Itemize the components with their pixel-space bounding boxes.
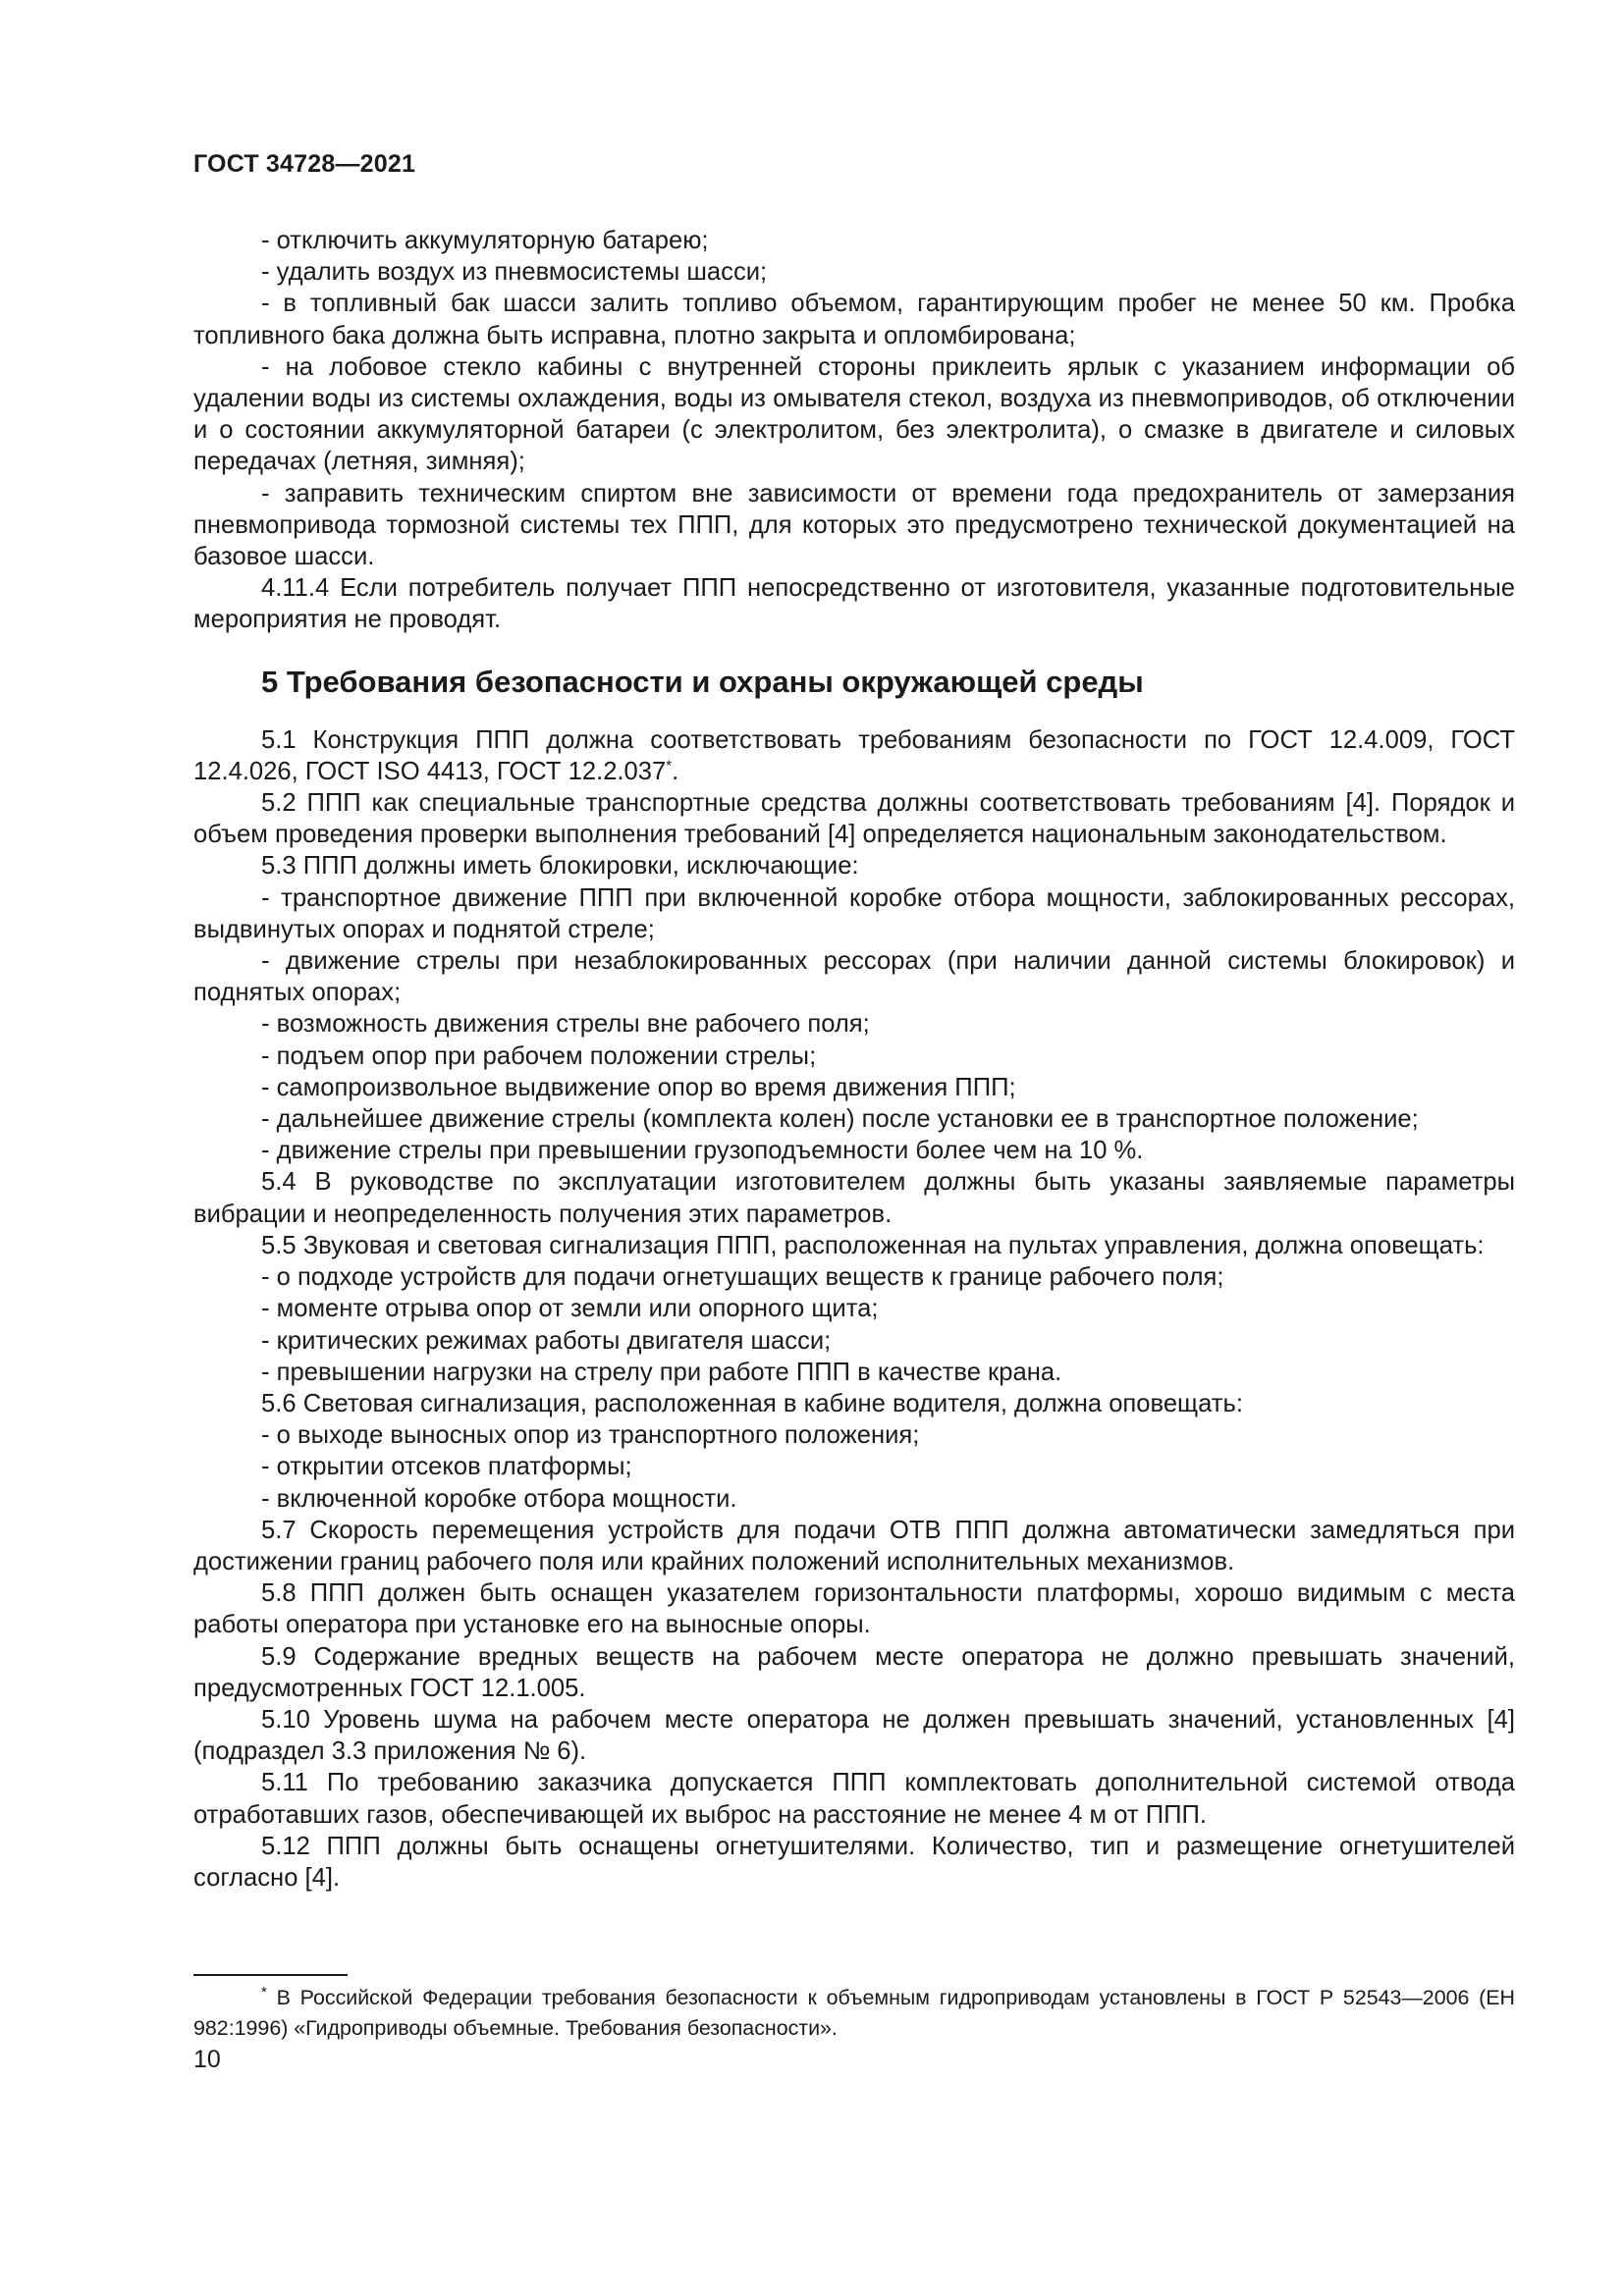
- paragraph-4-11-4: 4.11.4 Если потребитель получает ППП непосредственно от изготовителя, указанные подготовительные мероприятия не проводят.: [193, 574, 1515, 634]
- paragraph-5-4: 5.4 В руководстве по эксплуатации изготовителем должны быть указаны заявляемые параметры вибрации и неопределенность получения этих параметров.: [193, 1168, 1515, 1228]
- paragraph-5-1: [193, 724, 1515, 787]
- list-item: - движение стрелы при превышении грузоподъемности более чем на 10 %.: [261, 1137, 1144, 1165]
- paragraph-5-5: 5.5 Звуковая и световая сигнализация ППП, расположенная на пультах управления, должна оповещать:: [261, 1231, 1485, 1259]
- list-item: - о подходе устройств для подачи огнетушащих веществ к границе рабочего поля;: [261, 1263, 1224, 1292]
- list-item: - заправить техническим спиртом вне зависимости от времени года предохранитель от замерзания пневмопривода тормозной системы тех ППП, для которых это предусмотрено технической документацией на базовое шасси.: [193, 479, 1515, 571]
- list-item: - движение стрелы при незаблокированных рессорах (при наличии данной системы блокировок) и поднятых опорах;: [193, 947, 1515, 1007]
- paragraph-5-9: 5.9 Содержание вредных веществ на рабочем месте оператора не должно превышать значений, предусмотренных ГОСТ 12.1.005.: [193, 1642, 1515, 1702]
- document-header: ГОСТ 34728—2021: [193, 150, 416, 178]
- list-item: - дальнейшее движение стрелы (комплекта колен) после установки ее в транспортное положение;: [261, 1105, 1419, 1134]
- list-item: - на лобовое стекло кабины с внутренней стороны приклеить ярлык с указанием информации об удалении воды из системы охлаждения, воды из омывателя стекол, воздуха из пневмоприводов, об отключении и о состоянии аккумуляторной батареи (с электролитом, без электролита), о смазке в двигателе и силовых передачах (летняя, зимняя);: [193, 352, 1515, 476]
- footnote-reference[interactable]: *: [666, 757, 673, 774]
- list-item: - открытии отсеков платформы;: [261, 1453, 632, 1481]
- list-item: - включенной коробке отбора мощности.: [261, 1484, 737, 1513]
- page-number: 10: [193, 2046, 221, 2073]
- footnote-text: В Российской Федерации требования безопасности к объемным гидроприводам установлены в ГОСТ Р 52543—2006 (ЕН 982:1996) «Гидроприводы объемные. Требования безопасности».: [193, 1986, 1515, 2040]
- paragraph-5-11: 5.11 По требованию заказчика допускается ППП комплектовать дополнительной системой отвода отработавших газов, обеспечивающей их выброс на расстояние не менее 4 м от ППП.: [193, 1769, 1515, 1829]
- paragraph-5-12: 5.12 ППП должны быть оснащены огнетушителями. Количество, тип и размещение огнетушителей согласно [4].: [193, 1832, 1515, 1892]
- list-item: - возможность движения стрелы вне рабочего поля;: [261, 1010, 870, 1039]
- list-item: - подъем опор при рабочем положении стрелы;: [261, 1041, 817, 1070]
- paragraph-5-10: 5.10 Уровень шума на рабочем месте оператора не должен превышать значений, установленных [4] (подраздел 3.3 приложения № 6).: [193, 1705, 1515, 1766]
- paragraph-5-7: 5.7 Скорость перемещения устройств для подачи ОТВ ППП должна автоматически замедляться при достижении границ рабочего поля или крайних положений исполнительных механизмов.: [193, 1516, 1515, 1575]
- list-item: - превышении нагрузки на стрелу при работе ППП в качестве крана.: [261, 1358, 1062, 1386]
- section-title: 5 Требования безопасности и охраны окружающей среды: [261, 664, 1144, 699]
- list-item: - удалить воздух из пневмосистемы шасси;: [261, 258, 768, 287]
- paragraph-5-2: 5.2 ППП как специальные транспортные средства должны соответствовать требованиям [4]. Порядок и объем проведения проверки выполнения требований [4] определяется национальным законодательством.: [193, 789, 1515, 849]
- paragraph-5-1-text: 5.1 Конструкция ППП должна соответствовать требованиям безопасности по ГОСТ 12.4.009, ГОСТ 12.4.026, ГОСТ ISO 4413, ГОСТ 12.2.037: [193, 725, 1515, 785]
- paragraph-5-6: 5.6 Световая сигнализация, расположенная в кабине водителя, должна оповещать:: [261, 1389, 1243, 1417]
- list-item: - транспортное движение ППП при включенной коробке отбора мощности, заблокированных рессорах, выдвинутых опорах и поднятой стреле;: [193, 883, 1515, 943]
- list-item: - о выходе выносных опор из транспортного положения;: [261, 1421, 920, 1450]
- paragraph-5-1-end: .: [672, 757, 679, 785]
- footnote-divider: [193, 1974, 348, 1976]
- list-item: - в топливный бак шасси залить топливо объемом, гарантирующим пробег не менее 50 км. Пробка топливного бака должна быть исправна, плотно закрыта и опломбирована;: [193, 290, 1515, 349]
- document-body: [193, 225, 1515, 1894]
- paragraph-5-3: 5.3 ППП должны иметь блокировки, исключающие:: [261, 852, 859, 881]
- list-item: - самопроизвольное выдвижение опор во время движения ППП;: [261, 1073, 1016, 1101]
- list-item: - моменте отрыва опор от земли или опорного щита;: [261, 1295, 879, 1323]
- footnote-mark: *: [261, 1983, 267, 2001]
- footnote: [193, 1983, 1515, 2044]
- list-item: - критических режимах работы двигателя шасси;: [261, 1326, 832, 1355]
- list-item: - отключить аккумуляторную батарею;: [261, 227, 709, 254]
- paragraph-5-8: 5.8 ППП должен быть оснащен указателем горизонтальности платформы, хорошо видимым с места работы оператора при установке его на выносные опоры.: [193, 1579, 1515, 1639]
